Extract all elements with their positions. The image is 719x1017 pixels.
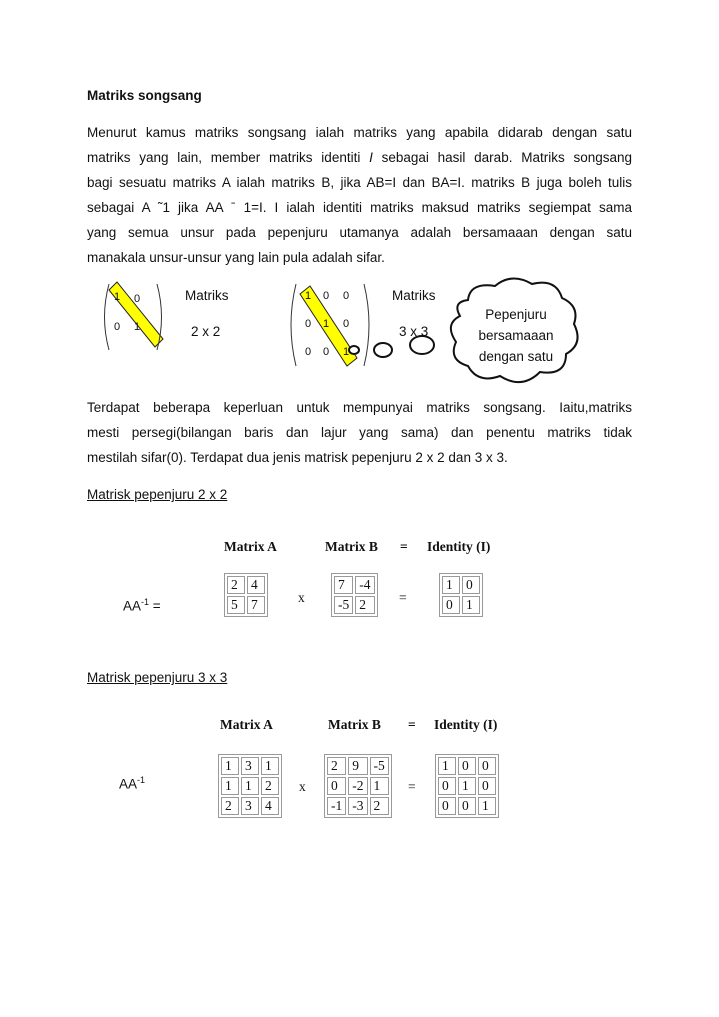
matrix-entry: 1 (134, 321, 141, 333)
times-sign: x (299, 779, 306, 794)
table-row (334, 596, 375, 614)
table-cell: 2 (355, 596, 374, 614)
identity-table (439, 573, 483, 617)
table-row (221, 757, 279, 775)
matrix-entry: 0 (305, 346, 312, 358)
table-cell: 2 (370, 797, 389, 815)
column-head-identity: Identity (I) (434, 717, 498, 732)
table-cell: 1 (221, 777, 239, 795)
table-row (221, 797, 279, 815)
table-row (442, 576, 480, 594)
paragraph-line: Menurut kamus matriks songsang ialah matriks yang apabila didarab dengan satu (87, 125, 632, 140)
table-cell: 1 (438, 757, 456, 775)
identity-symbol: I (369, 150, 373, 165)
table-row (227, 576, 265, 594)
table-cell: 0 (478, 757, 496, 775)
paragraph-line: bagi sesuatu matriks A ialah matriks B, jika AB=I dan BA=I. matriks B juga boleh tulis (87, 175, 632, 190)
matrix-size: 3 x 3 (399, 324, 429, 339)
matrix-entry: 1 (305, 290, 312, 302)
table-cell: -5 (370, 757, 389, 775)
table-row (227, 596, 265, 614)
table-cell: 0 (442, 596, 460, 614)
table-cell: 1 (462, 596, 480, 614)
paragraph-line: yang semua unsur pada pepenjuru utamanya adalah bersamaaan dengan satu (87, 225, 632, 240)
table-cell: 0 (458, 797, 476, 815)
table-cell: 0 (438, 797, 456, 815)
table-row (442, 596, 480, 614)
table-row (327, 797, 389, 815)
table-cell: -3 (348, 797, 367, 815)
table-cell: 2 (327, 757, 346, 775)
matrix-entry: 0 (343, 290, 350, 302)
text-run: matriks yang lain, member matriks identiti (87, 150, 370, 165)
matrix-entry: 1 (323, 318, 330, 330)
matrix-label: Matriks (392, 288, 436, 303)
bracket-left (105, 284, 110, 350)
column-head-matrix-b: Matrix B (325, 539, 378, 554)
matrix-entry: 1 (343, 346, 350, 358)
table-cell: 0 (478, 777, 496, 795)
table-cell: 2 (261, 777, 279, 795)
lhs-equals: = (149, 598, 161, 614)
paragraph-line: sebagai A ˜1 jika AA ˉ 1=I. I ialah identiti matriks maksud matriks segiempat sama (87, 200, 632, 215)
table-cell: 0 (458, 757, 476, 775)
table-cell: -5 (334, 596, 353, 614)
equals-sign: = (399, 590, 407, 605)
table-cell: -2 (348, 777, 367, 795)
matrix-a-table (218, 754, 282, 818)
table-cell: 4 (261, 797, 279, 815)
table-row (438, 777, 496, 795)
requirements-paragraph (87, 395, 632, 470)
table-cell: 1 (478, 797, 496, 815)
page-title: Matriks songsang (87, 88, 202, 103)
matrix-b-table (324, 754, 392, 818)
table-cell: 1 (241, 777, 259, 795)
cloud-line: bersamaaan (478, 328, 554, 343)
column-head-matrix-b: Matrix B (328, 717, 381, 732)
paragraph-line: mestilah sifar(0). Terdapat dua jenis matrisk pepenjuru 2 x 2 dan 3 x 3. (87, 450, 508, 465)
paragraph-line: Terdapat beberapa keperluan untuk mempunyai matriks songsang. Iaitu,matriks (87, 400, 632, 415)
lhs-base: AA (119, 776, 138, 792)
paragraph-line: mesti persegi(bilangan baris dan lajur yang sama) dan penentu matriks tidak (87, 425, 632, 440)
table-cell: -1 (327, 797, 346, 815)
diagonal-diagram (0, 0, 719, 400)
table-cell: 1 (458, 777, 476, 795)
table-row (438, 797, 496, 815)
column-head-identity: Identity (I) (427, 539, 491, 554)
table-cell: 0 (438, 777, 456, 795)
matrix-entry: 0 (343, 318, 350, 330)
table-row (327, 777, 389, 795)
table-cell: 1 (261, 757, 279, 775)
column-head-matrix-a: Matrix A (220, 717, 273, 732)
table-cell: 5 (227, 596, 245, 614)
lhs-superscript: -1 (141, 597, 150, 607)
table-cell: 1 (221, 757, 239, 775)
table-cell: 7 (334, 576, 353, 594)
bracket-left (291, 284, 296, 366)
times-sign: x (298, 590, 305, 605)
table-cell: 1 (370, 777, 389, 795)
table-cell: 2 (227, 576, 245, 594)
matrix-label: Matriks (185, 288, 229, 303)
matrix-entry: 0 (114, 321, 121, 333)
matrix-entry: 0 (323, 346, 330, 358)
table-row (438, 757, 496, 775)
section-heading-3x3: Matrisk pepenjuru 3 x 3 (87, 670, 228, 685)
column-head-equals: = (400, 539, 408, 554)
table-row (327, 757, 389, 775)
matrix-entry: 0 (323, 290, 330, 302)
identity-table (435, 754, 499, 818)
lhs-base: AA (123, 598, 142, 614)
text-run: sebagai hasil darab. Matriks songsang (372, 150, 633, 165)
column-head-matrix-a: Matrix A (224, 539, 277, 554)
section-heading-2x2: Matrisk pepenjuru 2 x 2 (87, 487, 228, 502)
cloud-line: dengan satu (478, 349, 554, 364)
table-cell: 4 (247, 576, 265, 594)
table-cell: 3 (241, 797, 259, 815)
cloud-line: Pepenjuru (485, 307, 547, 322)
lhs-expression (119, 775, 145, 792)
matrix-b-table (331, 573, 378, 617)
bracket-right (364, 284, 369, 366)
table-cell: 9 (348, 757, 367, 775)
cloud-text (466, 304, 566, 367)
table-cell: 3 (241, 757, 259, 775)
matrix-entry: 0 (134, 293, 141, 305)
table-row (334, 576, 375, 594)
matrix-entry: 0 (305, 318, 312, 330)
equals-sign: = (408, 779, 416, 794)
table-cell: 1 (442, 576, 460, 594)
matrix-entry: 1 (114, 291, 121, 303)
table-cell: -4 (355, 576, 374, 594)
matrix-a-table (224, 573, 268, 617)
lhs-expression (123, 597, 161, 614)
table-cell: 0 (462, 576, 480, 594)
table-cell: 2 (221, 797, 239, 815)
paragraph-line: manakala unsur-unsur yang lain pula adalah sifar. (87, 250, 385, 265)
lhs-superscript: -1 (137, 775, 146, 785)
thought-bubble-medium (374, 343, 392, 357)
table-row (221, 777, 279, 795)
matrix-size: 2 x 2 (191, 324, 221, 339)
thought-bubble-small (349, 346, 359, 354)
column-head-equals: = (408, 717, 416, 732)
table-cell: 7 (247, 596, 265, 614)
table-cell: 0 (327, 777, 346, 795)
